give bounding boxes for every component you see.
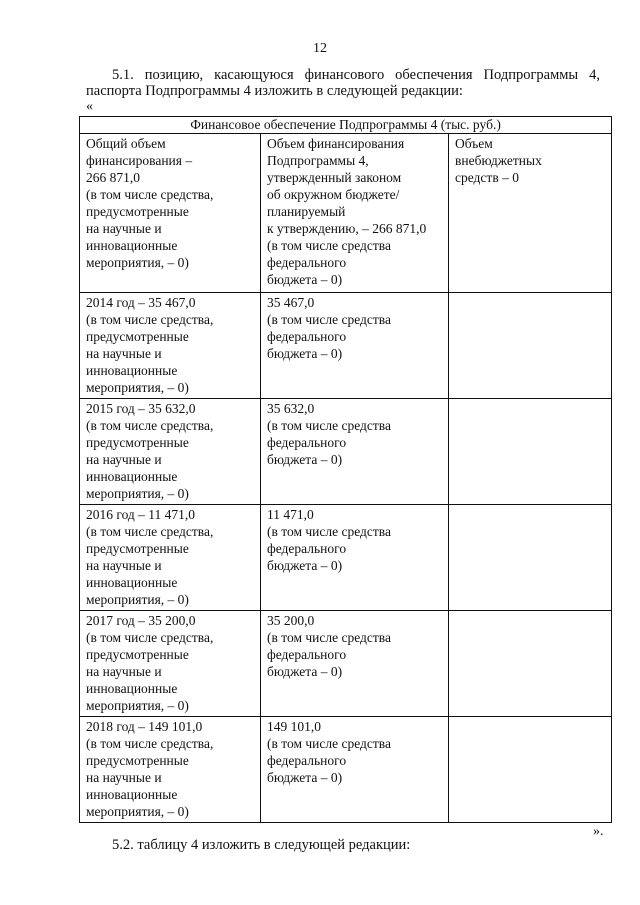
table-cell-total: 2016 год – 11 471,0 (в том числе средства, предусмотренные на научные и инновационные мероприятия, – 0)	[80, 505, 261, 611]
extra-budget-cell: Объем внебюджетных средств – 0	[449, 134, 612, 293]
total-financing-cell: Общий объем финансирования – 266 871,0 (в том числе средства, предусмотренные на научные и инновационные мероприятия, – 0)	[80, 134, 261, 293]
table-row	[80, 505, 612, 611]
section-5-2: 5.2. таблицу 4 изложить в следующей редакции:	[112, 837, 411, 853]
page-number: 12	[313, 41, 327, 56]
table-row	[80, 399, 612, 505]
opening-quote: «	[86, 99, 93, 114]
table-cell-district: 35 200,0 (в том числе средства федерального бюджета – 0)	[261, 611, 449, 717]
table-cell-total: 2017 год – 35 200,0 (в том числе средства, предусмотренные на научные и инновационные мероприятия, – 0)	[80, 611, 261, 717]
table-title: Финансовое обеспечение Подпрограммы 4 (тыс. руб.)	[80, 117, 612, 134]
district-budget-cell: Объем финансирования Подпрограммы 4, утвержденный законом об окружном бюджете/ планируемый к утверждению, – 266 871,0 (в том числе средства федерального бюджета – 0)	[261, 134, 449, 293]
intro-line-2: паспорта Подпрограммы 4 изложить в следующей редакции:	[86, 83, 463, 99]
table-cell-total: 2018 год – 149 101,0 (в том числе средства, предусмотренные на научные и инновационные мероприятия, – 0)	[80, 717, 261, 823]
table-row	[80, 293, 612, 399]
table-cell-district: 35 467,0 (в том числе средства федерального бюджета – 0)	[261, 293, 449, 399]
table-row	[80, 611, 612, 717]
table-cell-district: 11 471,0 (в том числе средства федерального бюджета – 0)	[261, 505, 449, 611]
table-cell-extra	[449, 717, 612, 823]
table-row	[80, 717, 612, 823]
table-cell-total: 2015 год – 35 632,0 (в том числе средства, предусмотренные на научные и инновационные мероприятия, – 0)	[80, 399, 261, 505]
table-header-row	[80, 134, 612, 293]
table-cell-extra	[449, 505, 612, 611]
table-cell-total: 2014 год – 35 467,0 (в том числе средства, предусмотренные на научные и инновационные мероприятия, – 0)	[80, 293, 261, 399]
intro-line-1: 5.1. позицию, касающуюся финансового обеспечения Подпрограммы 4,	[112, 67, 600, 83]
table-cell-extra	[449, 611, 612, 717]
financing-table	[79, 116, 612, 823]
table-cell-district: 35 632,0 (в том числе средства федерального бюджета – 0)	[261, 399, 449, 505]
intro-paragraph	[86, 67, 600, 99]
closing-quote: ».	[593, 824, 604, 839]
table-title-row	[80, 117, 612, 134]
table-cell-district: 149 101,0 (в том числе средства федерального бюджета – 0)	[261, 717, 449, 823]
table-cell-extra	[449, 293, 612, 399]
table-cell-extra	[449, 399, 612, 505]
